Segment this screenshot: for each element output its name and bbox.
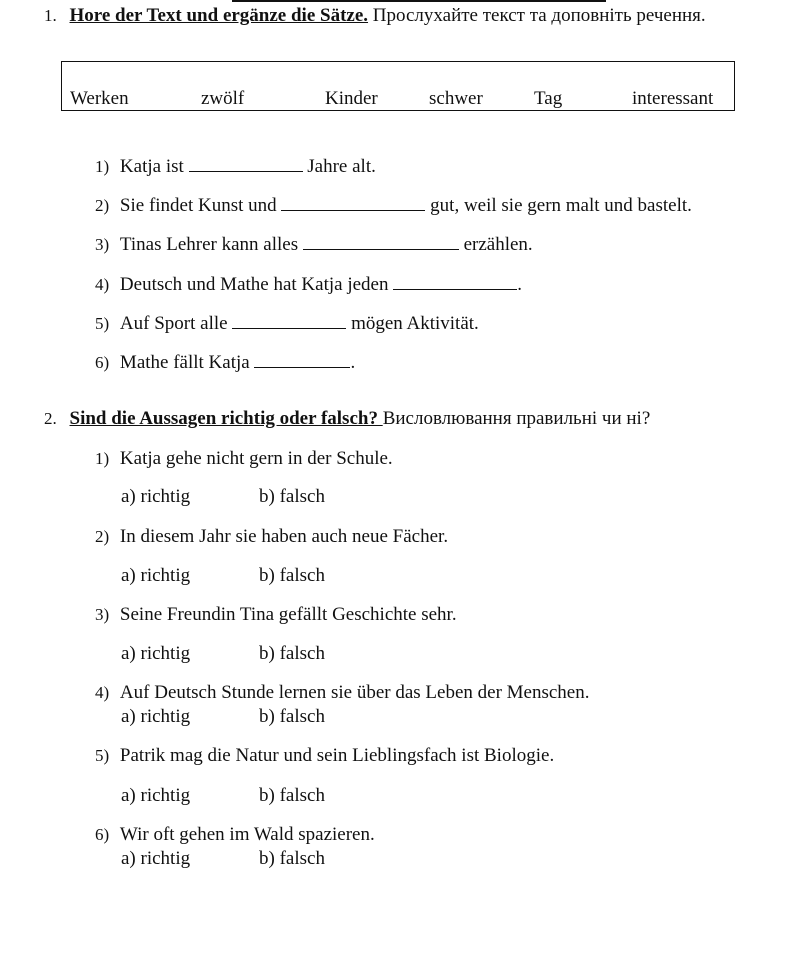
word-bank-item: zwölf	[201, 88, 245, 109]
item-text-before: Sie findet Kunst und	[119, 195, 282, 216]
item-text-after: erzählen.	[458, 234, 533, 255]
task2-heading	[44, 408, 650, 430]
option-richtig[interactable]: a) richtig	[121, 643, 191, 664]
word-bank-item: Tag	[534, 88, 563, 109]
statement-item	[95, 604, 457, 626]
option-falsch[interactable]: b) falsch	[259, 785, 325, 806]
task2-title-de: Sind die Aussagen richtig oder falsch?	[69, 408, 383, 429]
item-text-before: Deutsch und Mathe hat Katja jeden	[119, 274, 394, 295]
fill-item	[95, 153, 376, 178]
option-richtig[interactable]: a) richtig	[121, 785, 191, 806]
statement-text: In diesem Jahr sie haben auch neue Fächer.	[119, 526, 449, 547]
task1-heading	[44, 5, 706, 27]
answer-blank[interactable]	[303, 231, 459, 250]
item-number: 5)	[95, 314, 110, 333]
item-text-before: Mathe fällt Katja	[119, 352, 255, 373]
statement-text: Katja gehe nicht gern in der Schule.	[119, 448, 393, 469]
option-falsch[interactable]: b) falsch	[259, 643, 325, 664]
option-richtig[interactable]: a) richtig	[121, 706, 191, 727]
statement-text: Seine Freundin Tina gefällt Geschichte sehr.	[119, 604, 457, 625]
answer-blank[interactable]	[281, 192, 425, 211]
statement-item	[95, 526, 448, 548]
statement-item	[95, 448, 393, 470]
item-number: 1)	[95, 157, 110, 176]
word-bank-item: schwer	[429, 88, 483, 109]
item-text-before: Katja ist	[119, 156, 189, 177]
item-number: 1)	[95, 449, 110, 468]
item-number: 2)	[95, 527, 110, 546]
fill-item	[95, 310, 479, 335]
item-number: 6)	[95, 825, 110, 844]
option-richtig[interactable]: a) richtig	[121, 565, 191, 586]
item-number: 5)	[95, 746, 110, 765]
task1-number: 1.	[44, 6, 57, 25]
option-falsch[interactable]: b) falsch	[259, 706, 325, 727]
answer-blank[interactable]	[232, 310, 346, 329]
fill-item	[95, 349, 355, 374]
statement-text: Auf Deutsch Stunde lernen sie über das Leben der Menschen.	[119, 682, 590, 703]
item-number: 4)	[95, 683, 110, 702]
statement-text: Wir oft gehen im Wald spazieren.	[119, 824, 375, 845]
task1-title-uk: Прослухайте текст та доповніть речення.	[368, 5, 706, 26]
item-number: 2)	[95, 196, 110, 215]
option-falsch[interactable]: b) falsch	[259, 848, 325, 869]
item-text-after: Jahre alt.	[302, 156, 376, 177]
item-text-before: Tinas Lehrer kann alles	[119, 234, 303, 255]
fill-item	[95, 271, 522, 296]
answer-blank[interactable]	[254, 349, 350, 368]
answer-blank[interactable]	[189, 153, 303, 172]
statement-item	[95, 745, 554, 767]
task2-title-uk: Висловлювання правильні чи ні?	[382, 408, 651, 429]
item-text-after: gut, weil sie gern malt und bastelt.	[425, 195, 692, 216]
word-bank-item: Werken	[70, 88, 129, 109]
statement-item	[95, 824, 375, 846]
word-bank-item: Kinder	[325, 88, 378, 109]
word-bank-box	[61, 61, 735, 111]
fill-item	[95, 192, 692, 217]
item-text-after: .	[350, 352, 356, 373]
task2-number: 2.	[44, 409, 57, 428]
statement-item	[95, 682, 590, 704]
word-bank-item: interessant	[632, 88, 714, 109]
option-richtig[interactable]: a) richtig	[121, 848, 191, 869]
fill-item	[95, 231, 533, 256]
option-falsch[interactable]: b) falsch	[259, 565, 325, 586]
item-number: 4)	[95, 275, 110, 294]
item-text-before: Auf Sport alle	[119, 313, 233, 334]
task1-title-de: Hore der Text und ergänze die Sätze.	[69, 5, 369, 26]
item-text-after: mögen Aktivität.	[346, 313, 479, 334]
item-text-after: .	[517, 274, 522, 295]
statement-text: Patrik mag die Natur und sein Lieblingsfach ist Biologie.	[119, 745, 555, 766]
item-number: 3)	[95, 605, 110, 624]
option-falsch[interactable]: b) falsch	[259, 486, 325, 507]
item-number: 3)	[95, 235, 110, 254]
item-number: 6)	[95, 353, 110, 372]
top-rule	[232, 0, 606, 2]
option-richtig[interactable]: a) richtig	[121, 486, 191, 507]
answer-blank[interactable]	[393, 271, 517, 290]
